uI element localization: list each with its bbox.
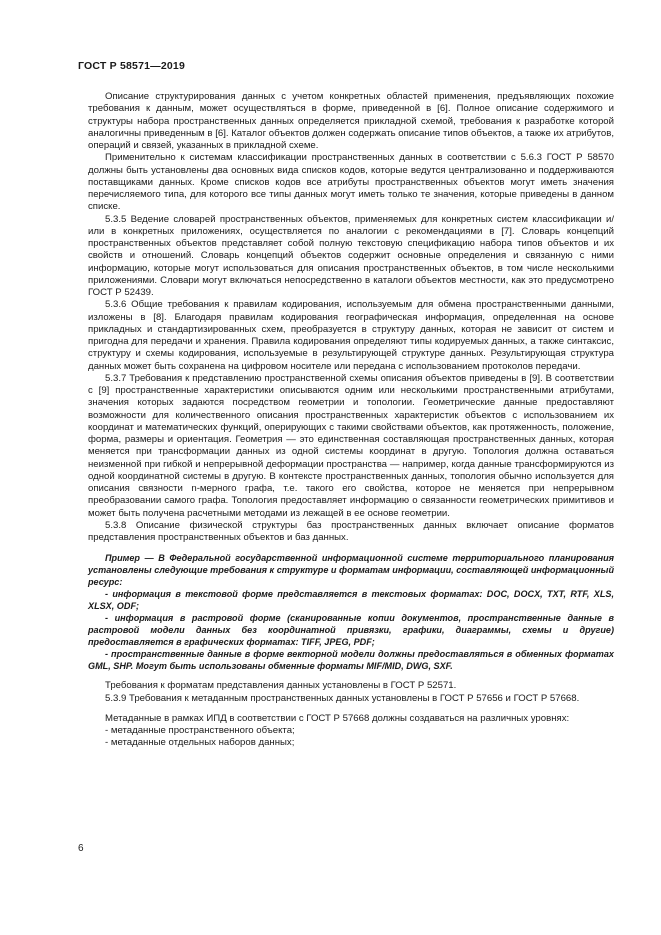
example-item-text-formats: - информация в текстовой форме представляется в текстовых форматах: DOC, DOCX, TXT, RTF, XLS, XLSX, ODF;: [88, 589, 614, 612]
paragraph-5-3-8: 5.3.8 Описание физической структуры баз пространственных данных включает описание форматов представления пространственных объектов и баз данных.: [88, 519, 614, 543]
page-body: [88, 91, 614, 750]
document-header: ГОСТ Р 58571—2019: [78, 60, 186, 72]
page-number: 6: [78, 843, 84, 854]
list-item-object-metadata: - метаданные пространственного объекта;: [105, 725, 295, 736]
paragraph-5-3-6: 5.3.6 Общие требования к правилам кодирования, используемым для обмена пространственными данными, изложены в [8]. Благодаря правилам кодирования географическая информация, определенная на основе прикладных и стандартизированных схем, преобразуется в структуру данных, которая не зависит от систем и пригодна для передачи и хранения. Правила кодирования определяют типы кодируемых данных, а также синтаксис, структуру и схемы кодирования, используемые в результирующей структуре данных. Результирующая структура данных может быть сохранена на цифровом носителе или передана с использованием протоколов передачи.: [88, 299, 614, 372]
paragraph-5-3-5: 5.3.5 Ведение словарей пространственных объектов, применяемых для конкретных систем классификации и/или в конкретных приложениях, осуществляется по аналогии с рекомендациями в [7]. Словарь концепций пространственных объектов представляет собой полную текстовую спецификацию набора типов объектов и их свойств и отношений. Словарь концепций объектов содержит основные определения и связанную с ними информацию, которые могут использоваться для описания пространственных объектов, в том числе несколькими приложениями. Словари могут включаться непосредственно в каталоги объектов местности, как это предусмотрено ГОСТ Р 52439.: [88, 213, 614, 298]
example-item-vector-formats: - пространственные данные в форме векторной модели должны предоставляться в обменных форматах GML, SHP. Могут быть использованы обменные форматы MIF/MID, DWG, SXF.: [88, 649, 614, 672]
paragraph-format-requirements: Требования к форматам представления данных установлены в ГОСТ Р 52571.: [105, 680, 457, 692]
paragraph-5-3-7: 5.3.7 Требования к представлению пространственной схемы описания объектов приведены в [9]. В соответствии с [9] пространственные характеристики описываются одним или несколькими пространственными атрибутами, значения которых задаются посредством геометрии и топологии. Геометрические данные предоставляют возможности для количественного описания пространственных характеристик объектов с использованием их координат и математических функций, оперирующих с такими свойствами объектов, как протяженность, положение, форма, размеры и ориентация. Геометрия — это единственная составляющая пространственных данных, которая меняется при трансформации данных из одной системы координат в другую. Топология должна оставаться неизменной при гибкой и непрерывной деформации пространства — например, когда данные трансформируются из одной координатной системы в другую. В контексте пространственных данных, топология обычно используется для описания связности n-мерного графа, т.е. такого его свойства, которое не меняется при непрерывном преобразовании самого графа. Топология предоставляет информацию о связанности геометрических примитивов и может быть получена расчетными методами из лежащей в ее основе геометрии.: [88, 372, 614, 519]
list-item-dataset-metadata: - метаданные отдельных наборов данных;: [105, 737, 295, 749]
paragraph-metadata-levels: Метаданные в рамках ИПД в соответствии с ГОСТ Р 57668 должны создаваться на различных уровнях:: [105, 712, 570, 724]
example-item-raster-formats: - информация в растровой форме (сканированные копии документов, пространственные данные в растровой модели данных без координатной привязки, графики, диаграммы, схемы и другие) предоставляется в графических форматах: TIFF, JPEG, PDF;: [88, 613, 614, 648]
paragraph-classification-systems: Применительно к системам классификации пространственных данных в соответствии с 5.6.3 ГОСТ Р 58570 должны быть установлены два основных вида списков кодов, которые ведутся централизованно и поддерживаются поставщиками данных. Кроме списков кодов все атрибуты пространственных объектов могут иметь значения перечисляемого типа, для которого все типы данных могут иметь только те значения, которые приведены в данном списке.: [88, 152, 614, 213]
paragraph-data-structuring: Описание структурирования данных с учетом конкретных областей применения, предъявляющих похожие требования к данным, может осуществляться в форме, приведенной в [6]. Полное описание содержимого и структуры набора пространственных данных определяется прикладной схемой, требования к разработке которой аналогичны приведенным в [6]. Каталог объектов должен содержать описание типов объектов, а также их атрибутов, операций и связей, указанных в прикладной схеме.: [88, 91, 614, 151]
paragraph-5-3-9: 5.3.9 Требования к метаданным пространственных данных установлены в ГОСТ Р 57656 и ГОСТ Р 57668.: [105, 692, 580, 704]
example-intro: Пример — В Федеральной государственной информационной системе территориального планирования установлены следующие требования к структуре и форматам информации, составляющей информационный ресурс:: [88, 553, 614, 588]
